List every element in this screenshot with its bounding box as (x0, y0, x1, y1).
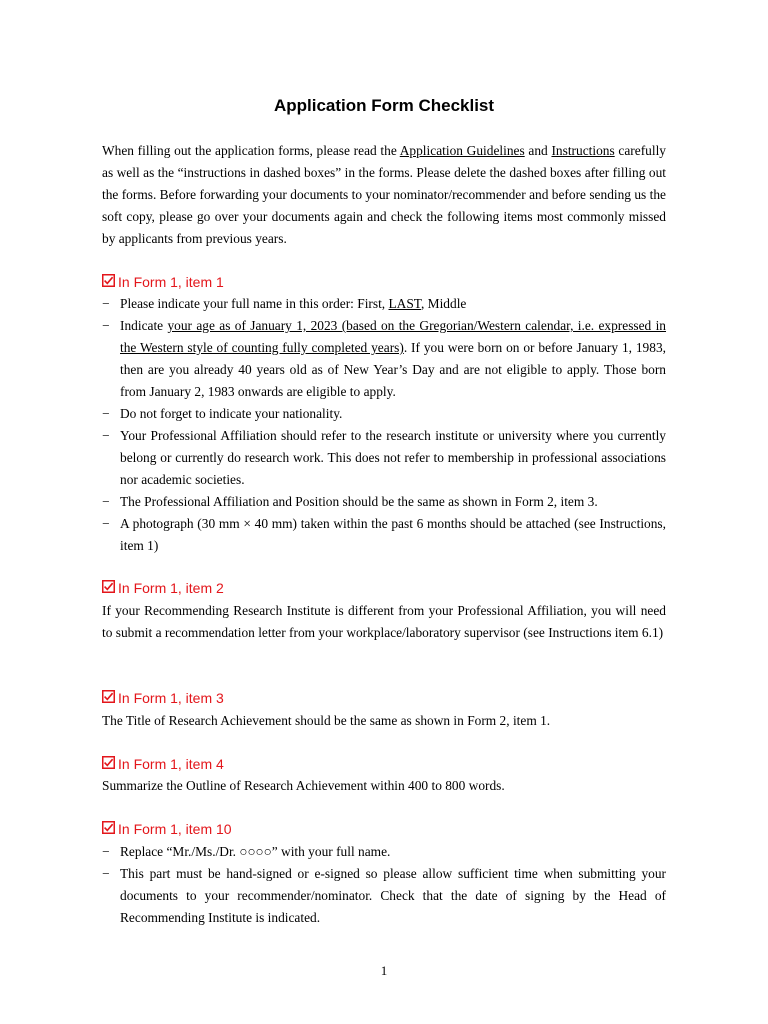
list-item: − Your Professional Affiliation should refer to the research institute or university where you currently belong or currently do research work. This does not refer to membership in professional associations nor academic societies. (102, 428, 666, 487)
section-1-bullet-list (102, 293, 666, 557)
list-item: − The Professional Affiliation and Position should be the same as shown in Form 2, item 3. (102, 494, 598, 509)
section-heading-form1-item1: In Form 1, item 1 (102, 271, 224, 293)
section-5-bullet-list (102, 841, 666, 929)
list-item: − A photograph (30 mm × 40 mm) taken within the past 6 months should be attached (see Instructions, item 1) (102, 516, 666, 553)
page-title: Application Form Checklist (273, 96, 495, 115)
page-number: 1 (380, 963, 388, 978)
application-guidelines-link[interactable]: Application Guidelines (399, 143, 525, 158)
instructions-link[interactable]: Instructions (551, 143, 615, 158)
section-heading-form1-item3: In Form 1, item 3 (102, 687, 224, 709)
section-3-body: The Title of Research Achievement should be the same as shown in Form 2, item 1. (102, 713, 551, 728)
checked-box-icon (102, 577, 115, 599)
section-heading-form1-item4: In Form 1, item 4 (102, 753, 224, 775)
intro-text: When filling out the application forms, please read the (102, 143, 400, 158)
list-item: − Indicate your age as of January 1, 2023 (based on the Gregorian/Western calendar, i.e. expressed in the Western style of counting fully completed years). If you were born on or before January 1, 1983, then are you already 40 years old as of New Year’s Day and are not eligible to apply. Those born from January 2, 1983 onwards are eligible to apply. (102, 318, 667, 399)
section-2-body: If your Recommending Research Institute is different from your Professional Affiliation, you will need to submit a recommendation letter from your workplace/laboratory supervisor (see Instructions item 6.1) (102, 603, 666, 640)
checked-box-icon (102, 271, 115, 293)
checked-box-icon (102, 818, 115, 840)
list-item: − Replace “Mr./Ms./Dr. ○○○○” with your full name. (102, 844, 391, 859)
list-item: − Please indicate your full name in this order: First, LAST, Middle (102, 296, 467, 311)
list-item: − Do not forget to indicate your nationality. (102, 406, 343, 421)
intro-text: and (524, 143, 552, 158)
list-item: − This part must be hand-signed or e-signed so please allow sufficient time when submitting your documents to your recommender/nominator. Check that the date of signing by the Head of Recommending Institute is indicated. (102, 866, 666, 925)
section-heading-form1-item2: In Form 1, item 2 (102, 577, 224, 599)
intro-text: carefully as well as the “instructions in dashed boxes” in the forms. Please delete the dashed boxes after filling out the forms. Before forwarding your documents to your nominator/recommender and before sending us the soft copy, please go over your documents again and check the following items most commonly missed by applicants from previous years. (102, 143, 666, 246)
intro-paragraph (102, 140, 666, 250)
checked-box-icon (102, 687, 115, 709)
section-heading-form1-item10: In Form 1, item 10 (102, 818, 232, 840)
checked-box-icon (102, 753, 115, 775)
section-4-body: Summarize the Outline of Research Achievement within 400 to 800 words. (102, 778, 505, 793)
